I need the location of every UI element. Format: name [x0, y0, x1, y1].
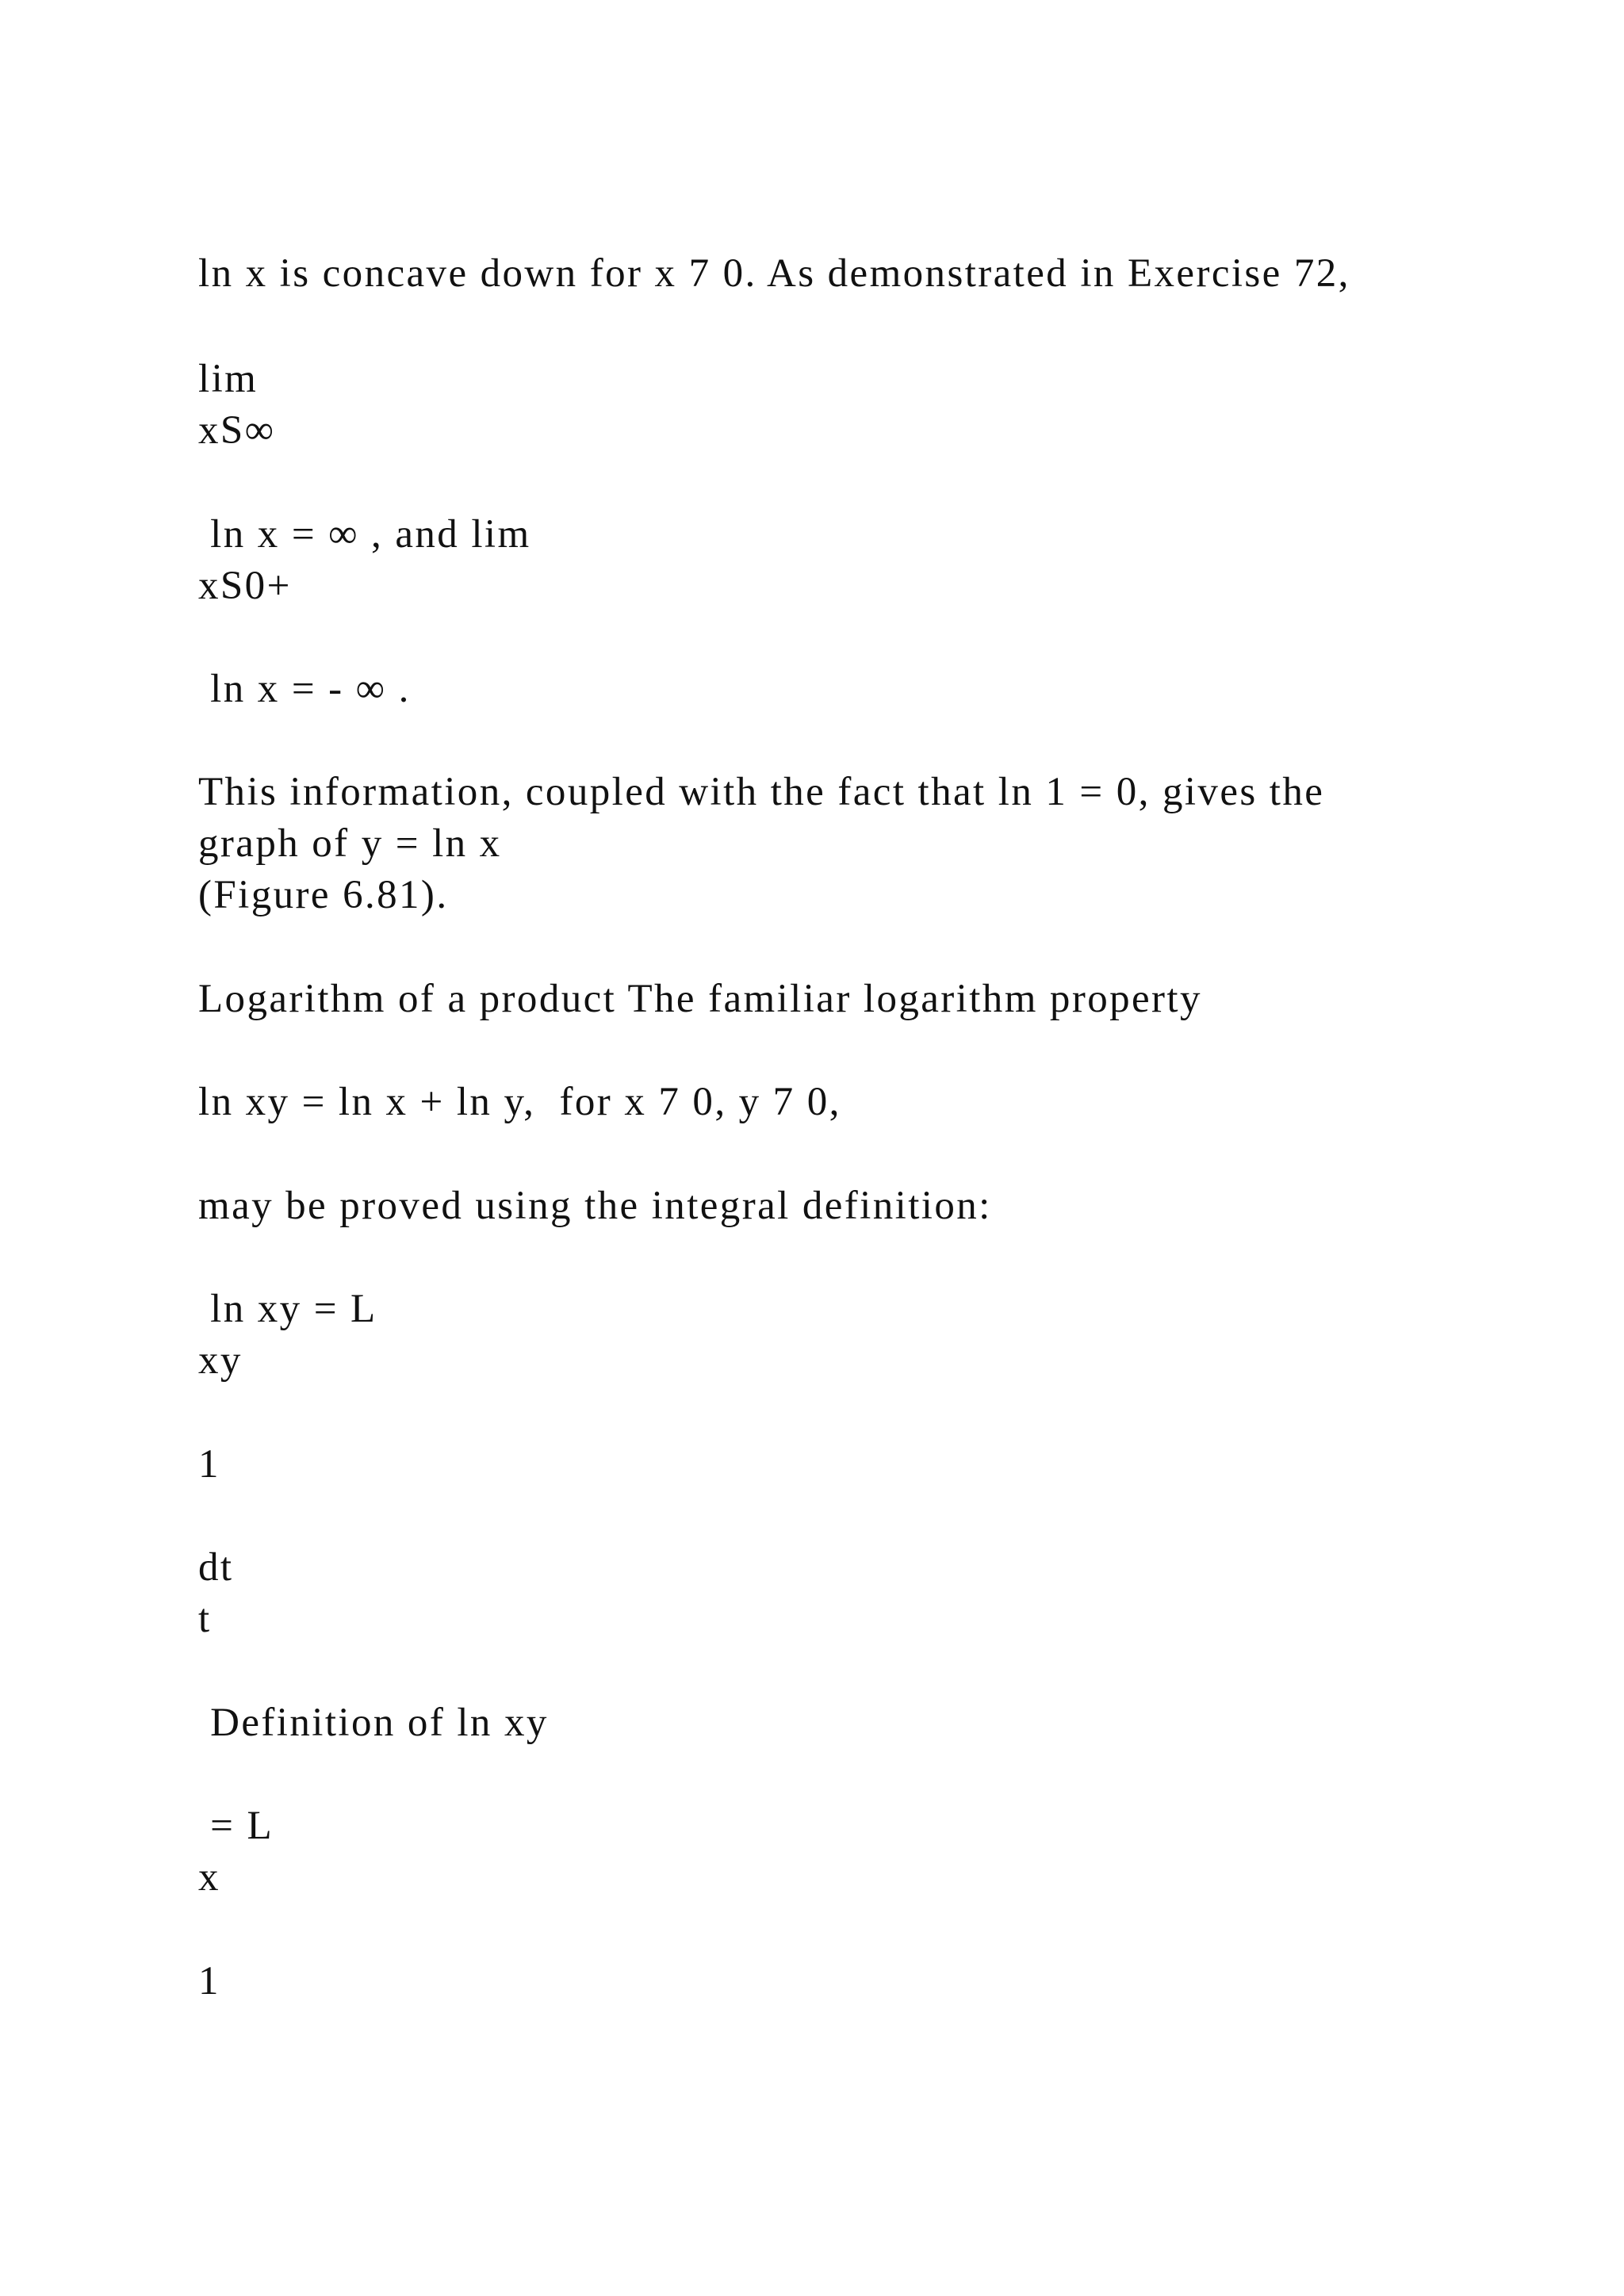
text-line-log-property: ln xy = ln x + ln y, for x 7 0, y 7 0, [198, 1080, 841, 1124]
text-line-dt: dt [198, 1545, 234, 1590]
text-line-concave-down: ln x is concave down for x 7 0. As demonstrated in Exercise 72, [198, 251, 1350, 296]
text-line-information: This information, coupled with the fact that ln 1 = 0, gives the [198, 770, 1325, 814]
text-line-equals-integral: = L [198, 1804, 274, 1848]
text-line-lim: lim [198, 357, 259, 401]
text-line-graph: graph of y = ln x [198, 821, 502, 866]
text-line-ln-neg-infinity: ln x = - ∞ . [198, 667, 411, 711]
text-line-ln-xy-integral: ln xy = L [198, 1287, 377, 1331]
text-line-x-to-zero: xS0+ [198, 564, 292, 608]
text-line-upper-limit-x: x [198, 1855, 220, 1900]
text-line-integral-definition: may be proved using the integral definition: [198, 1184, 992, 1228]
text-line-t: t [198, 1597, 212, 1641]
text-line-lower-limit-1: 1 [198, 1442, 220, 1487]
text-line-x-to-infinity: xS∞ [198, 408, 276, 453]
text-line-upper-limit-xy: xy [198, 1338, 243, 1383]
text-line-figure-ref: (Figure 6.81). [198, 873, 449, 917]
text-line-log-product-heading: Logarithm of a product The familiar logarithm property [198, 977, 1202, 1021]
text-line-ln-infinity: ln x = ∞ , and lim [198, 512, 531, 557]
text-line-definition-note: Definition of ln xy [198, 1701, 549, 1745]
text-line-lower-limit-1-second: 1 [198, 1959, 220, 2003]
